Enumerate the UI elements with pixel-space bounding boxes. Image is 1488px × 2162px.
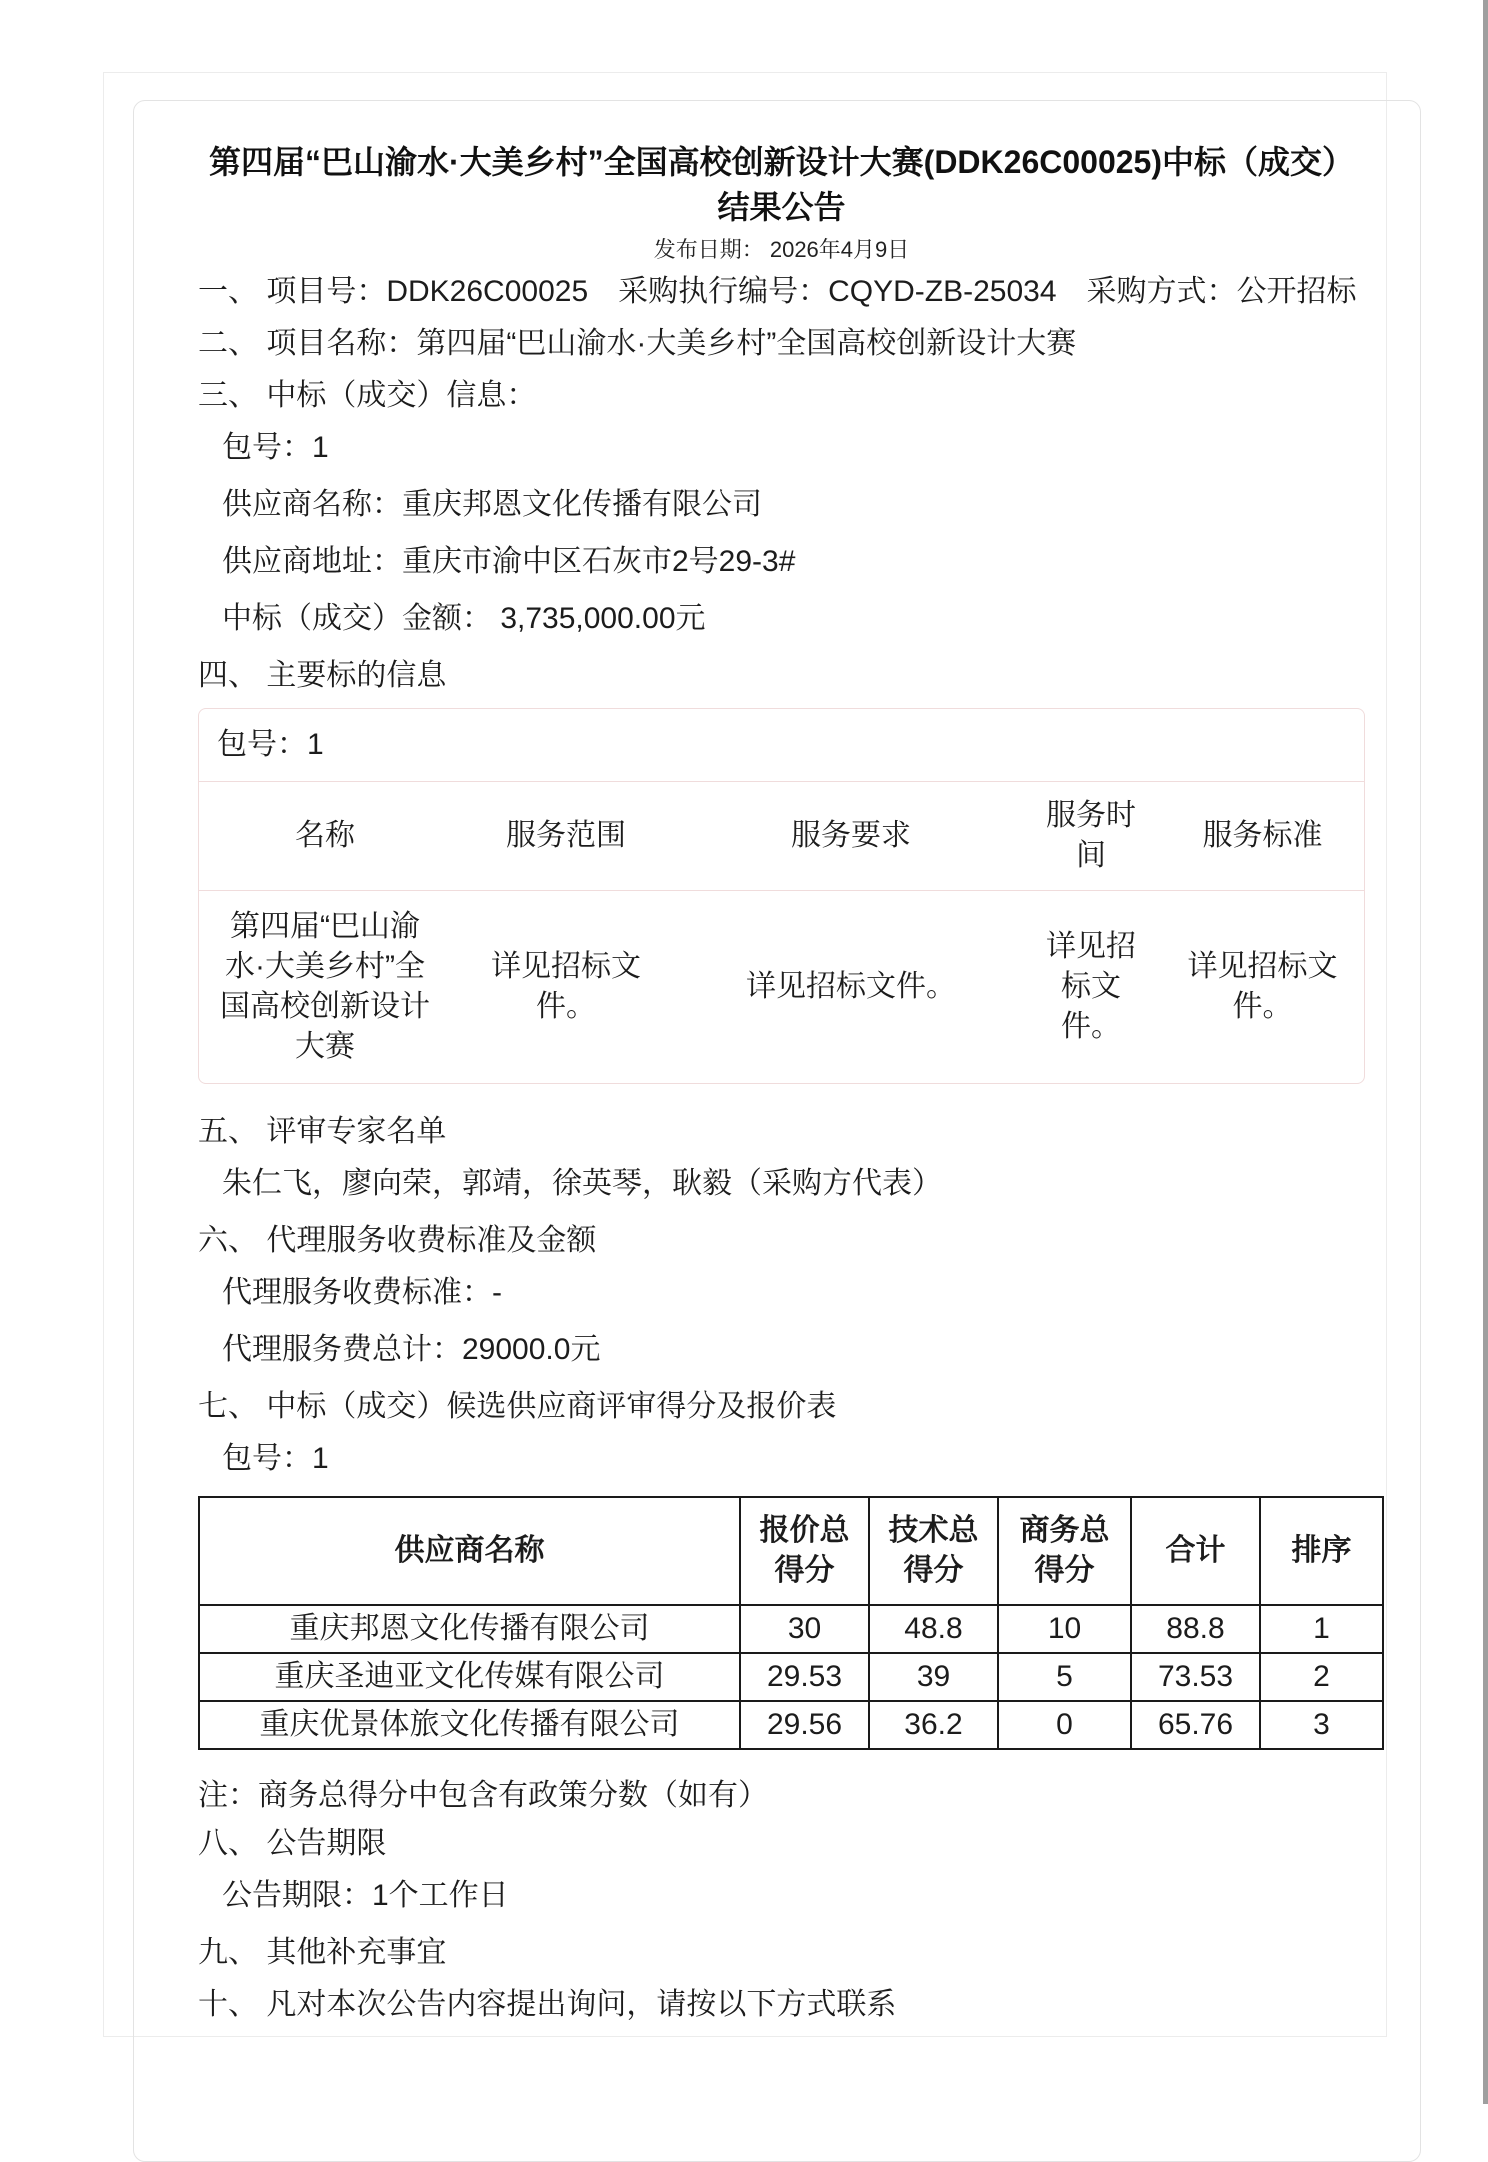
tech-score-cell: 48.8 [869, 1605, 998, 1653]
cell-value: 详见招标文件。 [1046, 930, 1136, 1043]
section-scores: 七、 中标（成交）候选供应商评审得分及报价表 [198, 1390, 837, 1423]
supplier-name-cell: 重庆优景体旅文化传播有限公司 [199, 1701, 740, 1749]
score-col-tech: 技术总得分 [869, 1497, 998, 1605]
score-col-total: 合计 [1131, 1497, 1260, 1605]
total-score-cell: 88.8 [1131, 1605, 1260, 1653]
cell-value: 详见招标文件。 [491, 950, 641, 1023]
section-experts: 五、 评审专家名单 [198, 1115, 447, 1148]
section-contact: 十、 凡对本次公告内容提出询问，请按以下方式联系 [198, 1988, 897, 2021]
cell-value: 第四届“巴山渝水·大美乡村”全国高校创新设计大赛 [220, 910, 430, 1063]
supplier-name-cell: 重庆圣迪亚文化传媒有限公司 [199, 1653, 740, 1701]
score-table-header-row [199, 1497, 1383, 1605]
section-award-info: 三、 中标（成交）信息： [198, 379, 537, 412]
agency-fee-total: 代理服务费总计：29000.0元 [222, 1333, 601, 1366]
subject-col-time [1021, 782, 1161, 890]
rank-cell: 3 [1260, 1701, 1383, 1749]
supplier-name-cell: 重庆邦恩文化传播有限公司 [199, 1605, 740, 1653]
package-label: 包号：1 [222, 431, 329, 464]
supplier-address: 供应商地址：重庆市渝中区石灰市2号29-3# [222, 545, 796, 578]
section-project-no: 一、 项目号：DDK26C00025 采购执行编号：CQYD-ZB-25034 采购方式：公开招标 [198, 275, 1357, 308]
score-col-supplier: 供应商名称 [199, 1497, 740, 1605]
window-edge-right [1483, 0, 1488, 2104]
subject-cell-scope [451, 891, 681, 1083]
subject-cell-standard [1161, 891, 1364, 1083]
score-table-row [199, 1653, 1383, 1701]
subject-col-name [199, 782, 451, 890]
header-label: 服务范围 [506, 819, 626, 852]
subject-table-header-row [199, 782, 1364, 891]
header-label: 服务标准 [1202, 819, 1323, 852]
expert-names: 朱仁飞，廖向荣，郭靖，徐英琴，耿毅（采购方代表） [222, 1167, 942, 1200]
section-project-name: 二、 项目名称：第四届“巴山渝水·大美乡村”全国高校创新设计大赛 [198, 327, 1077, 360]
section-other: 九、 其他补充事宜 [198, 1936, 447, 1969]
section-period: 八、 公告期限 [198, 1827, 387, 1860]
subject-table-row [199, 891, 1364, 1083]
cell-value: 详见招标文件。 [1187, 950, 1338, 1023]
price-score-cell: 30 [740, 1605, 869, 1653]
price-score-cell: 29.56 [740, 1701, 869, 1749]
period-value: 公告期限：1个工作日 [222, 1879, 509, 1912]
business-score-cell: 10 [998, 1605, 1131, 1653]
document-content [198, 132, 1365, 2037]
score-table-row [199, 1701, 1383, 1749]
price-score-cell: 29.53 [740, 1653, 869, 1701]
page-title: 第四届“巴山渝水·大美乡村”全国高校创新设计大赛(DDK26C00025)中标（成交）结果公告 [209, 144, 1354, 225]
total-score-cell: 73.53 [1131, 1653, 1260, 1701]
tech-score-cell: 39 [869, 1653, 998, 1701]
rank-cell: 1 [1260, 1605, 1383, 1653]
subject-cell-name [199, 891, 451, 1083]
subject-col-scope [451, 782, 681, 890]
subject-table-package: 包号：1 [199, 709, 1364, 782]
score-col-business: 商务总得分 [998, 1497, 1131, 1605]
scores-package-label: 包号：1 [222, 1442, 329, 1475]
score-table-row [199, 1605, 1383, 1653]
award-amount: 中标（成交）金额： 3,735,000.00元 [222, 602, 706, 635]
subject-cell-requirement [681, 891, 1021, 1083]
section-agency-fee: 六、 代理服务收费标准及金额 [198, 1224, 597, 1257]
business-score-cell: 0 [998, 1701, 1131, 1749]
header-label: 服务要求 [791, 819, 911, 852]
section-subject-info: 四、 主要标的信息 [198, 659, 447, 692]
subject-info-table [198, 708, 1365, 1084]
agency-fee-standard: 代理服务收费标准：- [222, 1276, 502, 1309]
business-score-cell: 5 [998, 1653, 1131, 1701]
subject-col-standard [1161, 782, 1364, 890]
score-col-rank: 排序 [1260, 1497, 1383, 1605]
total-score-cell: 65.76 [1131, 1701, 1260, 1749]
rank-cell: 2 [1260, 1653, 1383, 1701]
tech-score-cell: 36.2 [869, 1701, 998, 1749]
score-table [198, 1496, 1384, 1750]
supplier-name: 供应商名称：重庆邦恩文化传播有限公司 [222, 488, 762, 521]
header-label: 服务时间 [1046, 799, 1136, 872]
subject-col-requirement [681, 782, 1021, 890]
score-col-price: 报价总得分 [740, 1497, 869, 1605]
cell-value: 详见招标文件。 [746, 970, 956, 1003]
subject-cell-time [1021, 891, 1161, 1083]
publish-date: 发布日期： 2026年4月9日 [653, 237, 910, 262]
score-note: 注：商务总得分中包含有政策分数（如有） [198, 1779, 768, 1812]
header-label: 名称 [295, 819, 355, 852]
